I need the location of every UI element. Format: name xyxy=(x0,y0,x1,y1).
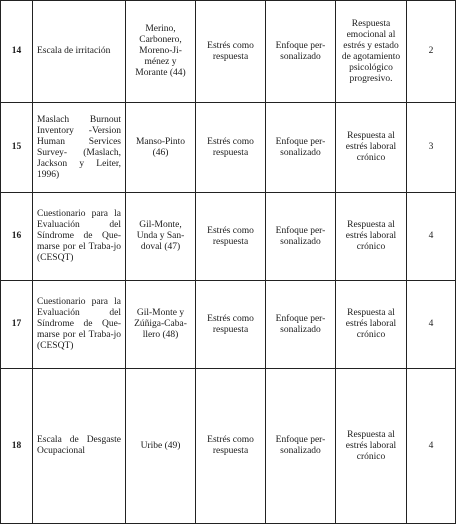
approach-cell: Estrés como respuesta xyxy=(196,1,266,103)
row-number: 14 xyxy=(1,1,33,103)
count-cell: 4 xyxy=(407,193,456,281)
approach-cell: Estrés como respuesta xyxy=(196,103,266,193)
focus-cell: Enfoque per-sonalizado xyxy=(266,193,336,281)
definition-cell: Respuesta al estrés laboral crónico xyxy=(336,193,407,281)
focus-cell: Enfoque per-sonalizado xyxy=(266,281,336,369)
count-cell: 4 xyxy=(407,281,456,369)
instrument-name: Maslach Burnout Inventory -Version Human Services Survey- (Maslach, Jackson y Leiter, 1996) xyxy=(33,103,126,193)
instrument-name: Escala de Desgaste Ocupacional xyxy=(33,369,126,524)
approach-cell: Estrés como respuesta xyxy=(196,369,266,524)
focus-cell: Enfoque per-sonalizado xyxy=(266,103,336,193)
focus-cell: Enfoque per-sonalizado xyxy=(266,369,336,524)
count-cell: 3 xyxy=(407,103,456,193)
author-cell: Manso-Pinto (46) xyxy=(126,103,196,193)
approach-cell: Estrés como respuesta xyxy=(196,193,266,281)
table-row xyxy=(1,281,456,369)
approach-cell: Estrés como respuesta xyxy=(196,281,266,369)
row-number: 18 xyxy=(1,369,33,524)
author-cell: Uribe (49) xyxy=(126,369,196,524)
instrument-name: Cuestionario para la Evaluación del Síndrome de Que-marse por el Traba-jo (CESQT) xyxy=(33,281,126,369)
author-cell: Merino, Carbonero, Moreno-Ji-ménez y Morante (44) xyxy=(126,1,196,103)
definition-cell: Respuesta al estrés laboral crónico xyxy=(336,103,407,193)
author-cell: Gil-Monte, Unda y San-doval (47) xyxy=(126,193,196,281)
definition-cell: Respuesta emocional al estrés y estado de agotamiento psicológico progresivo. xyxy=(336,1,407,103)
row-number: 17 xyxy=(1,281,33,369)
table-row xyxy=(1,369,456,524)
count-cell: 4 xyxy=(407,369,456,524)
table-row xyxy=(1,103,456,193)
focus-cell: Enfoque per-sonalizado xyxy=(266,1,336,103)
instrument-name: Cuestionario para la Evaluación del Síndrome de Que-marse por el Traba-jo (CESQT) xyxy=(33,193,126,281)
instrument-name: Escala de irritación xyxy=(33,1,126,103)
count-cell: 2 xyxy=(407,1,456,103)
row-number: 16 xyxy=(1,193,33,281)
definition-cell: Respuesta al estrés laboral crónico xyxy=(336,369,407,524)
row-number: 15 xyxy=(1,103,33,193)
table-row xyxy=(1,193,456,281)
table-row xyxy=(1,1,456,103)
definition-cell: Respuesta al estrés laboral crónico xyxy=(336,281,407,369)
author-cell: Gil-Monte y Zúñiga-Caba-llero (48) xyxy=(126,281,196,369)
